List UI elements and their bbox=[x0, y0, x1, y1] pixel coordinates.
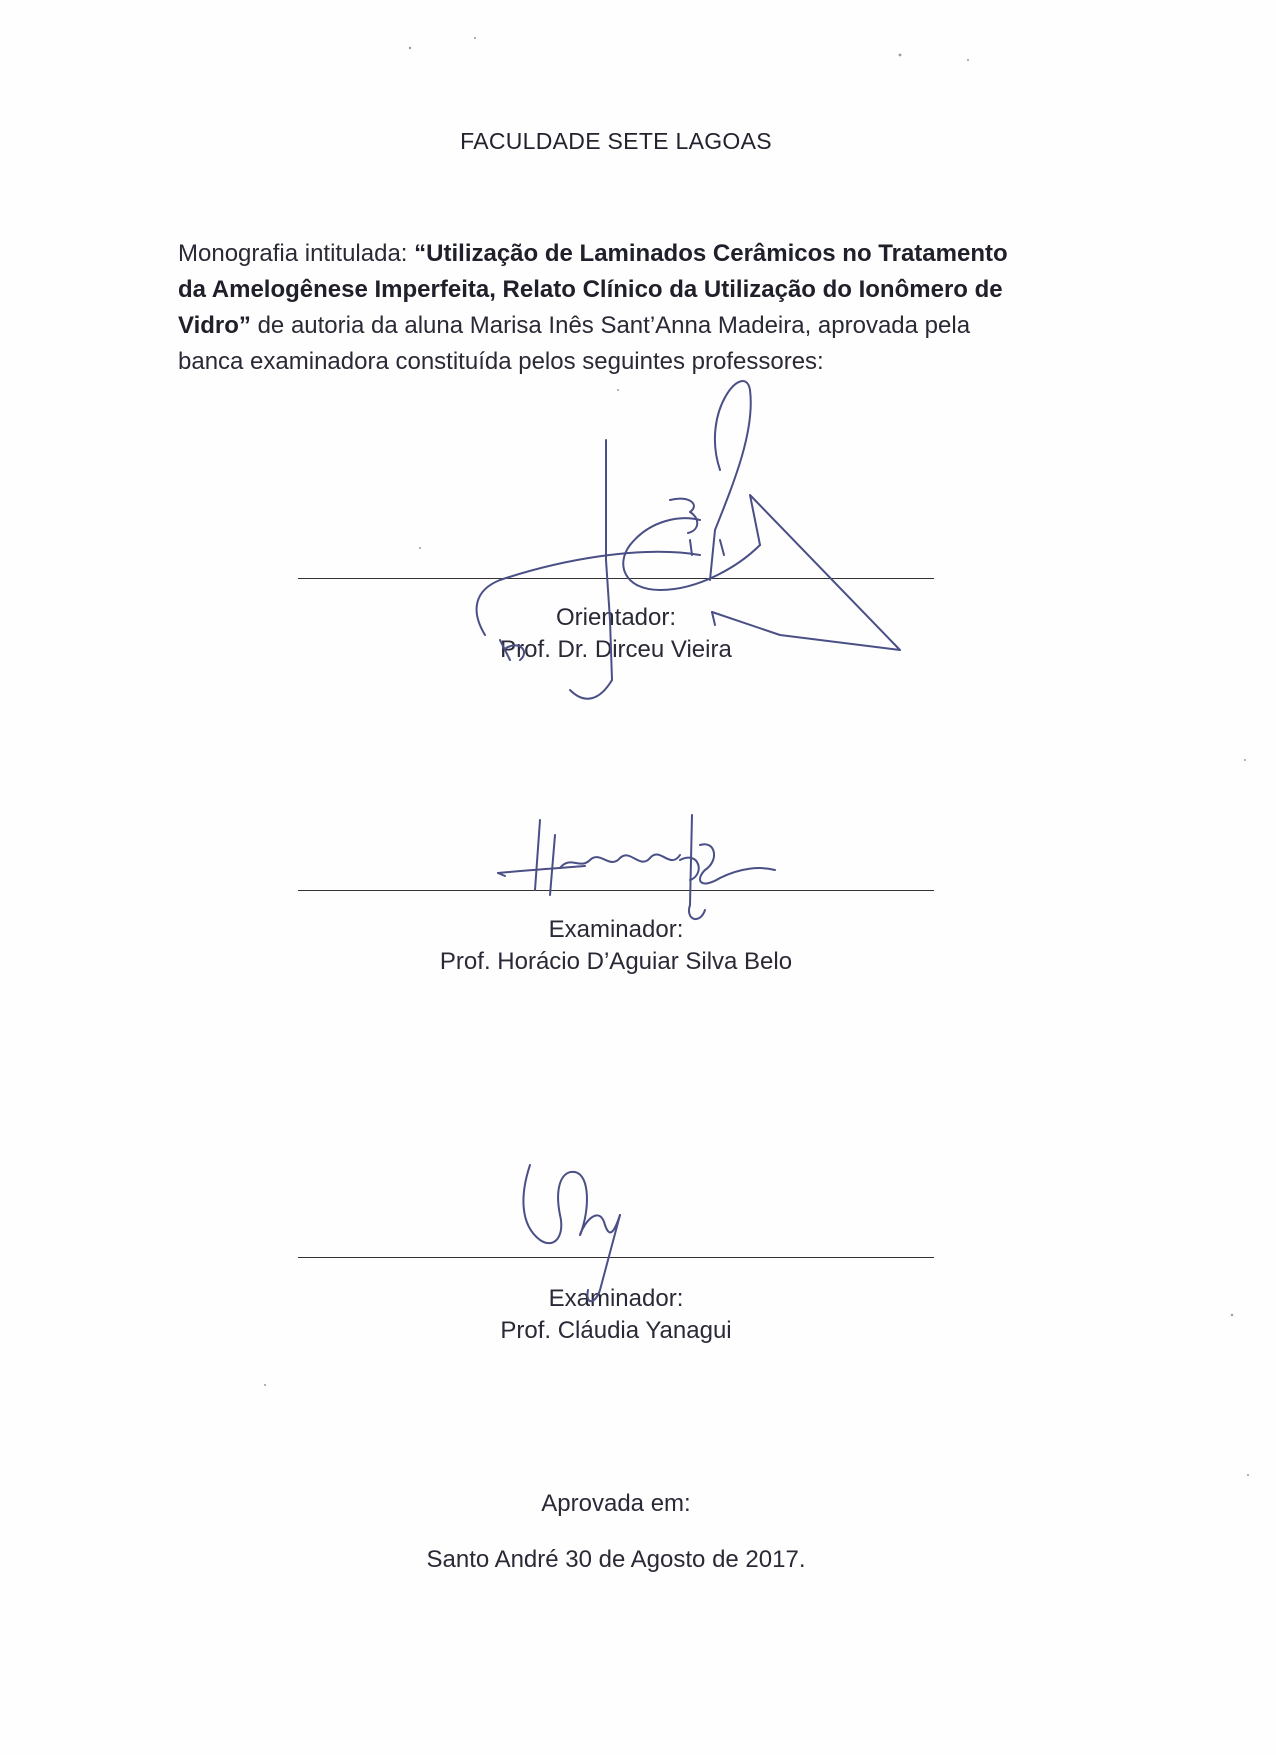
approval-label: Aprovada em: bbox=[541, 1490, 691, 1517]
examiner-1-role: Examinador: bbox=[548, 916, 684, 943]
advisor-role: Orientador: bbox=[555, 604, 677, 631]
examiner-1-name: Prof. Horácio D’Aguiar Silva Belo bbox=[439, 948, 793, 975]
signature-line-examiner-2 bbox=[298, 1257, 934, 1258]
statement-suffix: de autoria da aluna Marisa Inês Sant’Anna Madeira, aprovada pela banca examinadora constituída pelos seguintes professores: bbox=[178, 312, 971, 375]
institution-heading: FACULDADE SETE LAGOAS bbox=[460, 128, 772, 154]
approval-statement bbox=[178, 236, 1038, 380]
advisor-name: Prof. Dr. Dirceu Vieira bbox=[500, 636, 732, 663]
examiner-2-name: Prof. Cláudia Yanagui bbox=[500, 1317, 732, 1344]
examiner-1-signature bbox=[498, 815, 775, 919]
examiner-2-role: Examinador: bbox=[548, 1285, 684, 1312]
signature-line-examiner-1 bbox=[298, 890, 934, 891]
monograph-title: “Utilização de Laminados Cerâmicos no Tratamento da Amelogênese Imperfeita, Relato Clínico da Utilização do Ionômero de Vidro” bbox=[178, 240, 1008, 339]
signature-line-advisor bbox=[298, 578, 934, 579]
statement-prefix: Monografia intitulada: bbox=[178, 240, 415, 267]
approval-place-date: Santo André 30 de Agosto de 2017. bbox=[426, 1546, 806, 1573]
